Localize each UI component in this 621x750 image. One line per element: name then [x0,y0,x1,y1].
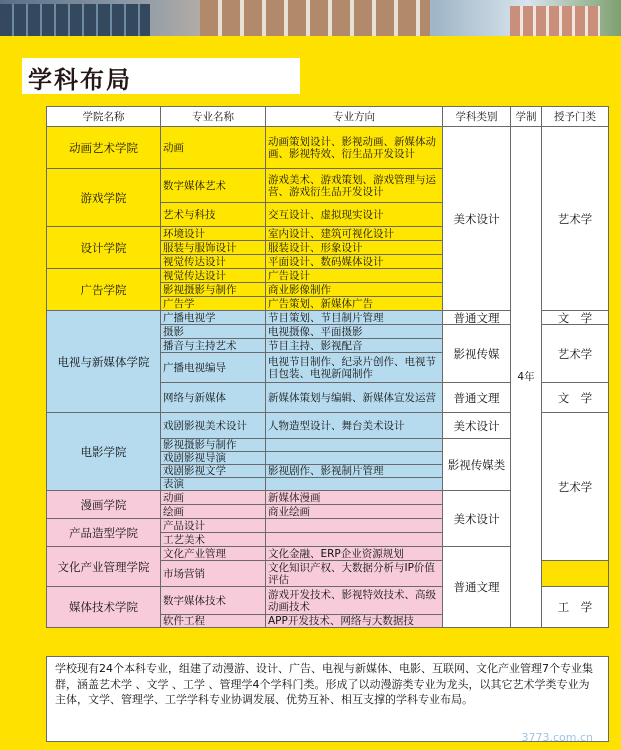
major-cell: 表演 [161,478,266,491]
college-cell: 电视与新媒体学院 [47,311,161,413]
college-cell: 漫画学院 [47,491,161,519]
direction-cell: 节目主持、影视配音 [266,339,443,353]
major-cell: 视觉传达设计 [161,269,266,283]
major-cell: 广播电视学 [161,311,266,325]
direction-cell: 新媒体漫画 [266,491,443,505]
major-cell: 数字媒体艺术 [161,169,266,203]
header-direction: 专业方向 [266,107,443,127]
direction-cell: APP开发技术、网络与大数据技 [266,615,443,628]
category-cell: 美术设计 [443,491,511,547]
direction-cell: 商业影像制作 [266,283,443,297]
major-cell: 文化产业管理 [161,547,266,561]
category-cell: 普通文理 [443,311,511,325]
major-cell: 绘画 [161,505,266,519]
direction-cell: 文化金融、ERP企业资源规划 [266,547,443,561]
summary-text: 学校现有24个本科专业，组建了动漫游、设计、广告、电视与新媒体、电影、互联网、文化产业管理7个专业集群，涵盖艺术学 、文学 、工学 、管理学4个学科门类。形成了以动漫游类专业为龙头，以其它艺术学类专业为主体，文学、管理学、工学学科专业协调发展、优势互补、相互支撑的学科专业布局。 [46,656,609,742]
direction-cell [266,439,443,452]
college-cell: 文化产业管理学院 [47,547,161,587]
major-cell: 广告学 [161,297,266,311]
direction-cell: 动画策划设计、影视动画、新媒体动画、影视特效、衍生品开发设计 [266,127,443,169]
direction-cell [266,533,443,547]
major-cell: 网络与新媒体 [161,383,266,413]
major-cell: 服装与服饰设计 [161,241,266,255]
college-cell: 广告学院 [47,269,161,311]
degree-cell: 文 学 [542,383,609,413]
direction-cell: 文化知识产权、大数据分析与IP价值评估 [266,561,443,587]
direction-cell: 广告策划、新媒体广告 [266,297,443,311]
degree-cell: 艺术学 [542,413,609,561]
header-duration: 学制 [511,107,542,127]
major-cell: 播音与主持艺术 [161,339,266,353]
duration-cell: 4年 [511,127,542,628]
header-category: 学科类别 [443,107,511,127]
category-cell: 影视传媒类 [443,439,511,491]
direction-cell: 电视节目制作、纪录片创作、电视节目包装、电视新闻制作 [266,353,443,383]
building-center [200,0,430,36]
header-college: 学院名称 [47,107,161,127]
direction-cell: 广告设计 [266,269,443,283]
major-cell: 工艺美术 [161,533,266,547]
major-cell: 戏剧影视文学 [161,465,266,478]
college-cell: 游戏学院 [47,169,161,227]
direction-cell: 商业绘画 [266,505,443,519]
discipline-table [46,106,609,628]
category-cell: 美术设计 [443,127,511,311]
building-right [510,6,600,36]
header-major: 专业名称 [161,107,266,127]
major-cell: 摄影 [161,325,266,339]
table-row [47,127,609,169]
college-cell: 设计学院 [47,227,161,269]
degree-cell: 文 学 [542,311,609,325]
direction-cell: 游戏美术、游戏策划、游戏管理与运营、游戏衍生品开发设计 [266,169,443,203]
major-cell: 戏剧影视美术设计 [161,413,266,439]
major-cell: 产品设计 [161,519,266,533]
major-cell: 动画 [161,127,266,169]
direction-cell: 室内设计、建筑可视化设计 [266,227,443,241]
major-cell: 软件工程 [161,615,266,628]
college-cell: 媒体技术学院 [47,587,161,628]
category-cell: 影视传媒 [443,325,511,383]
college-cell: 动画艺术学院 [47,127,161,169]
direction-cell [266,478,443,491]
major-cell: 市场营销 [161,561,266,587]
building-left [0,4,150,36]
direction-cell: 人物造型设计、舞台美术设计 [266,413,443,439]
major-cell: 环境设计 [161,227,266,241]
direction-cell: 影视剧作、影视制片管理 [266,465,443,478]
direction-cell: 平面设计、数码媒体设计 [266,255,443,269]
direction-cell: 电视摄像、平面摄影 [266,325,443,339]
table-header-row [47,107,609,127]
major-cell: 影视摄影与制作 [161,439,266,452]
header-degree: 授予门类 [542,107,609,127]
direction-cell: 游戏开发技术、影视特效技术、高级动画技术 [266,587,443,615]
major-cell: 数字媒体技术 [161,587,266,615]
major-cell: 视觉传达设计 [161,255,266,269]
college-cell: 电影学院 [47,413,161,491]
major-cell: 影视摄影与制作 [161,283,266,297]
category-cell: 美术设计 [443,413,511,439]
watermark: 3773.com.cn [521,731,593,744]
direction-cell: 新媒体策划与编辑、新媒体宣发运营 [266,383,443,413]
direction-cell: 交互设计、虚拟现实设计 [266,203,443,227]
major-cell: 戏剧影视导演 [161,452,266,465]
category-cell: 普通文理 [443,547,511,628]
degree-cell: 工 学 [542,587,609,628]
major-cell: 广播电视编导 [161,353,266,383]
direction-cell: 服装设计、形象设计 [266,241,443,255]
major-cell: 动画 [161,491,266,505]
direction-cell [266,519,443,533]
college-cell: 产品造型学院 [47,519,161,547]
direction-cell: 节目策划、节目制片管理 [266,311,443,325]
header-photo [0,0,621,36]
degree-cell: 艺术学 [542,325,609,383]
major-cell: 艺术与科技 [161,203,266,227]
direction-cell [266,452,443,465]
page-title: 学科布局 [28,66,132,94]
degree-cell: 艺术学 [542,127,609,311]
category-cell: 普通文理 [443,383,511,413]
